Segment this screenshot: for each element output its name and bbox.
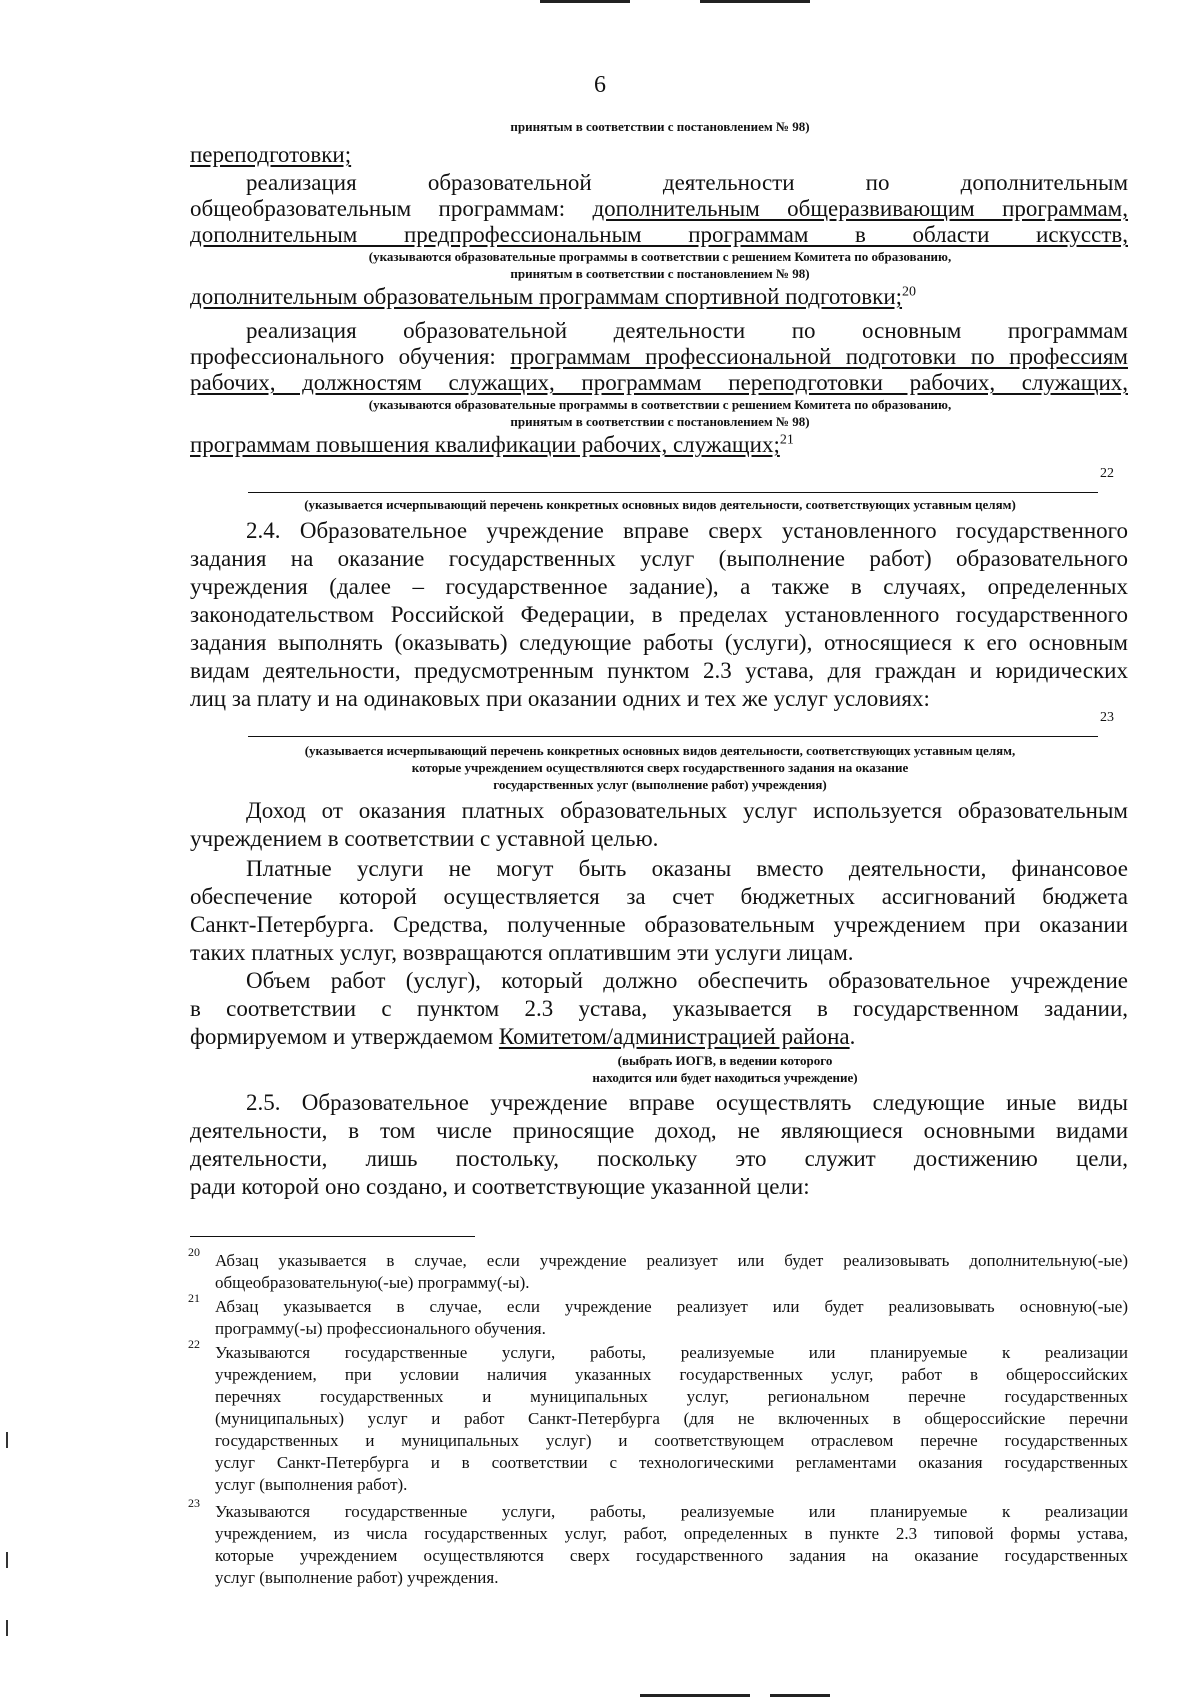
- paragraph-line: Объем работ (услуг), который должно обеспечить образовательное учреждение: [246, 968, 1128, 993]
- paragraph-line: задания выполнять (оказывать) следующие работы (услуги), относящиеся к его основным: [190, 630, 1128, 655]
- footnote-line: общеобразовательную(-ые) программу(-ы).: [215, 1273, 530, 1292]
- footnote-line: (муниципальных) услуг и работ Санкт-Петербурга (для не включенных в общероссийские перечни: [215, 1409, 1128, 1428]
- page-number: 6: [594, 72, 606, 98]
- footnote-ref: 21: [779, 432, 794, 448]
- scan-artifact-margin: [6, 1432, 8, 1448]
- paragraph-line: профессионального обучения: программам профессиональной подготовки по профессиям: [190, 344, 1128, 369]
- paragraph-line: реализация образовательной деятельности по основным программам: [246, 318, 1128, 343]
- scan-artifact-margin: [6, 1552, 8, 1568]
- field-hint: находится или будет находиться учреждение): [592, 1070, 858, 1085]
- paragraph-line: рабочих, должностям служащих, программам переподготовки рабочих, служащих,: [190, 370, 1128, 395]
- footnote-line: учреждением, при условии наличия указанных государственных услуг, работ в общероссийских: [215, 1365, 1128, 1384]
- paragraph-line: 2.4. Образовательное учреждение вправе сверх установленного государственного: [246, 518, 1128, 543]
- paragraph-line: лиц за плату и на одинаковых при оказании одних и тех же услуг условиях:: [190, 686, 930, 711]
- footnote-line: которые учреждением осуществляются сверх государственного задания на оказание государственных: [215, 1546, 1128, 1565]
- paragraph-line: учреждением в соответствии с уставной целью.: [190, 826, 659, 851]
- paragraph-line: задания на оказание государственных услуг (выполнение работ) образовательного: [190, 546, 1128, 571]
- paragraph-line: дополнительным предпрофессиональным программам в области искусств,: [190, 222, 1128, 247]
- footnote-number: 22: [188, 1337, 200, 1351]
- footnote-line: Указываются государственные услуги, работы, реализуемые или планируемые к реализации: [215, 1343, 1128, 1362]
- paragraph-line: реализация образовательной деятельности по дополнительным: [246, 170, 1128, 195]
- footnote-line: государственных и муниципальных услуг) и соответствующем отраслевом перечне государственных: [215, 1431, 1128, 1450]
- header-note: принятым в соответствии с постановлением № 98): [510, 119, 810, 134]
- paragraph-line: дополнительным образовательным программам спортивной подготовки;$^{20}$: [190, 284, 917, 309]
- paragraph-line: общеобразовательным программам: дополнительным общеразвивающим программам,: [190, 196, 1128, 221]
- footnote-number: 20: [188, 1245, 200, 1259]
- field-hint: которые учреждением осуществляются сверх государственного задания на оказание: [411, 760, 909, 775]
- scan-artifact-top: [700, 0, 810, 3]
- paragraph-line: деятельности, лишь постольку, поскольку это служит достижению цели,: [190, 1146, 1128, 1171]
- paragraph-line: Санкт-Петербурга. Средства, полученные образовательным учреждением при оказании: [190, 912, 1128, 937]
- scan-artifact-bottom: [640, 1694, 750, 1697]
- footnote-line: Указываются государственные услуги, работы, реализуемые или планируемые к реализации: [215, 1502, 1128, 1521]
- field-hint: (указываются образовательные программы в соответствии с решением Комитета по образованию,: [368, 397, 952, 412]
- footnote-number: 23: [188, 1496, 200, 1510]
- paragraph-line: таких платных услуг, возвращаются оплатившим эти услуги лицам.: [190, 940, 854, 965]
- blank-line: [248, 492, 1098, 493]
- footnote-line: программу(-ы) профессионального обучения.: [215, 1319, 546, 1338]
- footnote-line: Абзац указывается в случае, если учреждение реализует или будет реализовывать основную(-ые): [215, 1297, 1128, 1316]
- paragraph-line: законодательством Российской Федерации, в пределах установленного государственного: [190, 602, 1128, 627]
- paragraph-line: учреждения (далее – государственное задание), а также в случаях, определенных: [190, 574, 1128, 599]
- paragraph-line: видам деятельности, предусмотренным пунктом 2.3 устава, для граждан и юридических: [190, 658, 1128, 683]
- paragraph-line: формируемом и утверждаемом Комитетом/администрацией района.: [190, 1024, 856, 1049]
- footnote-ref: 23: [1100, 710, 1114, 725]
- blank-line: [248, 736, 1098, 737]
- footnote-line: услуг (выполнения работ).: [215, 1475, 408, 1494]
- paragraph-line: обеспечение которой осуществляется за счет бюджетных ассигнований бюджета: [190, 884, 1128, 909]
- footnote-line: перечнях государственных и муниципальных услуг, региональном перечне государственных: [215, 1387, 1128, 1406]
- footnote-number: 21: [188, 1291, 200, 1305]
- field-hint: принятым в соответствии с постановлением № 98): [510, 266, 810, 281]
- footnote-ref: 22: [1100, 466, 1114, 481]
- paragraph-line: программам повышения квалификации рабочих, служащих;$^{21}$: [190, 432, 794, 457]
- paragraph-line: Доход от оказания платных образовательных услуг используется образовательным: [246, 798, 1128, 823]
- scan-artifact-bottom: [770, 1694, 830, 1697]
- field-hint: (указывается исчерпывающий перечень конкретных основных видов деятельности, соответствующих уставным целям,: [304, 743, 1016, 758]
- footnote-line: услуг (выполнение работ) учреждения.: [215, 1568, 499, 1587]
- paragraph-line: ради которой оно создано, и соответствующие указанной цели:: [190, 1174, 810, 1199]
- field-hint: (указываются образовательные программы в соответствии с решением Комитета по образованию,: [368, 249, 952, 264]
- footnote-ref: 20: [902, 284, 917, 300]
- paragraph-line: в соответствии с пунктом 2.3 устава, указывается в государственном задании,: [190, 996, 1128, 1021]
- paragraph-line: 2.5. Образовательное учреждение вправе осуществлять следующие иные виды: [246, 1090, 1128, 1115]
- field-hint: принятым в соответствии с постановлением № 98): [510, 414, 810, 429]
- footnote-line: услуг Санкт-Петербурга и в соответствии с технологическими регламентами оказания государственных: [215, 1453, 1128, 1472]
- footnote-line: Абзац указывается в случае, если учреждение реализует или будет реализовывать дополнительную(-ые): [215, 1251, 1128, 1270]
- paragraph-line: деятельности, в том числе приносящие доход, не являющиеся основными видами: [190, 1118, 1128, 1143]
- field-hint: (выбрать ИОГВ, в ведении которого: [617, 1053, 833, 1068]
- field-hint: государственных услуг (выполнение работ) учреждения): [493, 777, 827, 792]
- paragraph-line: переподготовки;: [190, 142, 352, 167]
- scan-artifact-margin: [6, 1620, 8, 1636]
- field-hint: (указывается исчерпывающий перечень конкретных основных видов деятельности, соответствующих уставным целям): [304, 497, 1016, 512]
- paragraph-line: Платные услуги не могут быть оказаны вместо деятельности, финансовое: [246, 856, 1128, 881]
- footnote-line: учреждением, из числа государственных услуг, работ, определенных в пункте 2.3 типовой формы устава,: [215, 1524, 1128, 1543]
- footnote-separator: [190, 1236, 475, 1237]
- scan-artifact-top: [540, 0, 630, 3]
